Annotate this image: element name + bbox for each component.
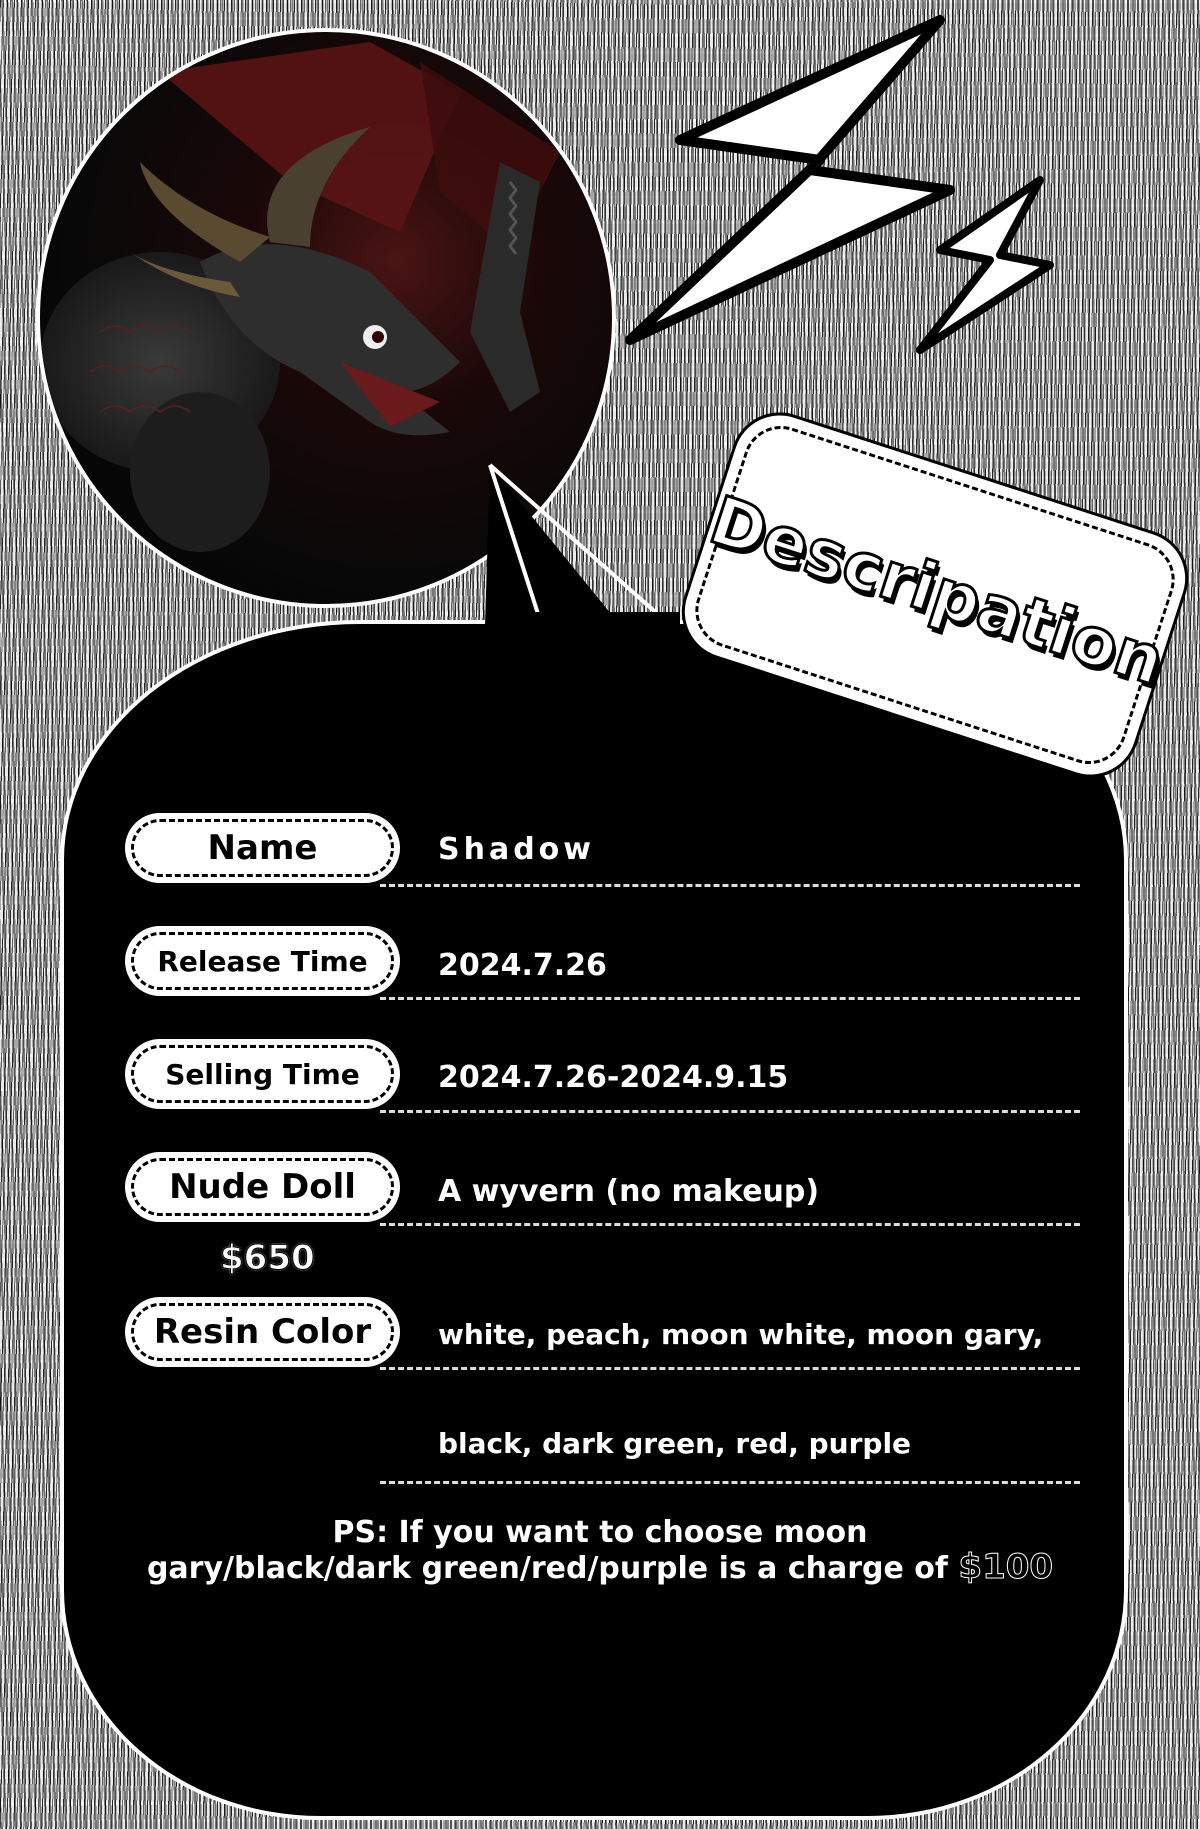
divider	[380, 997, 1080, 1000]
label-selling-time: Selling Time	[125, 1039, 400, 1109]
divider	[380, 1110, 1080, 1113]
lightning-bolt-icon	[620, 10, 1080, 370]
divider	[380, 884, 1080, 887]
speech-tail	[480, 440, 710, 630]
value-name: Shadow	[438, 832, 596, 867]
divider	[380, 1367, 1080, 1370]
divider	[380, 1481, 1080, 1484]
ps-note-line2	[100, 1547, 1100, 1587]
ps-note-price: $100	[958, 1547, 1054, 1587]
label-resin-color: Resin Color	[125, 1297, 400, 1367]
description-title: Descripation	[700, 481, 1174, 701]
label-name: Name	[125, 813, 400, 883]
divider	[380, 1223, 1080, 1226]
nude-doll-price: $650	[220, 1238, 315, 1278]
label-release-time: Release Time	[125, 926, 400, 996]
value-nude-doll: A wyvern (no makeup)	[438, 1174, 820, 1209]
label-nude-doll: Nude Doll	[125, 1152, 400, 1222]
value-resin-color: white, peach, moon white, moon gary,	[438, 1318, 1044, 1351]
value-resin-color-line2: black, dark green, red, purple	[438, 1427, 912, 1460]
value-release-time: 2024.7.26	[438, 948, 607, 983]
ps-note-line1: PS: If you want to choose moon	[332, 1515, 868, 1550]
ps-note-text: gary/black/dark green/red/purple is a charge of	[146, 1551, 959, 1586]
value-selling-time: 2024.7.26-2024.9.15	[438, 1060, 789, 1095]
